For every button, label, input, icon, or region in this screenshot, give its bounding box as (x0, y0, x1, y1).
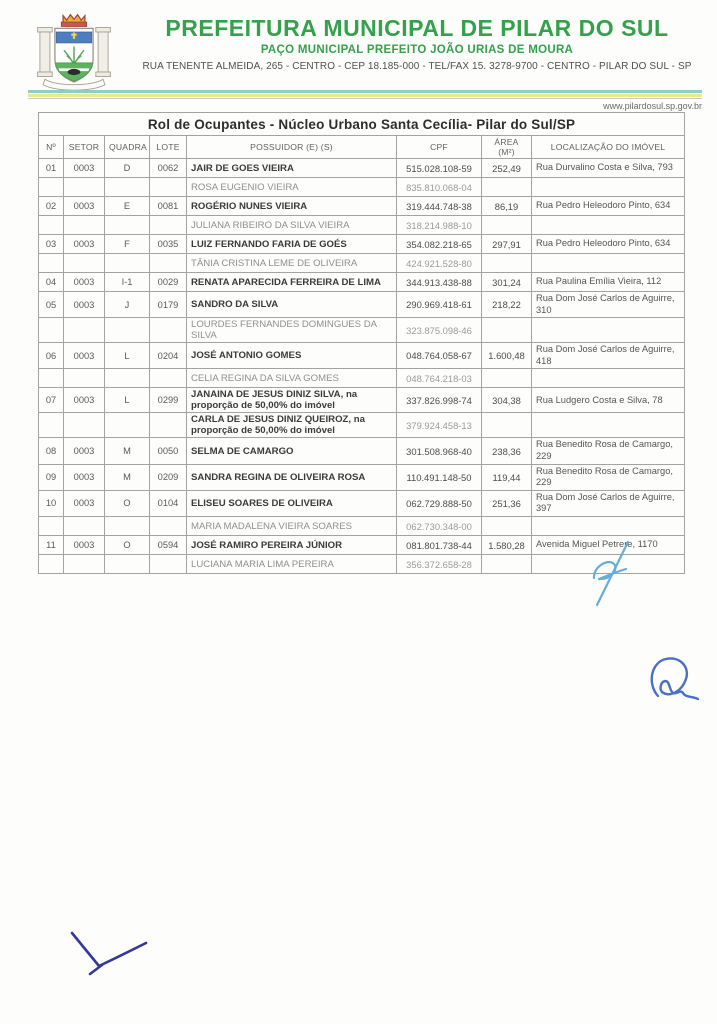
cell-localizacao: Rua Ludgero Costa e Silva, 78 (532, 388, 685, 413)
cell-setor: 0003 (64, 388, 105, 413)
cell-lote (150, 216, 187, 235)
cell-area: 1.600,48 (482, 343, 532, 369)
table-title: Rol de Ocupantes - Núcleo Urbano Santa Cecília- Pilar do Sul/SP (39, 113, 685, 136)
table-row (39, 343, 685, 369)
cell-setor (64, 369, 105, 388)
cell-lote (150, 318, 187, 343)
cell-num: 05 (39, 292, 64, 318)
cell-num (39, 413, 64, 438)
cell-localizacao: Rua Pedro Heleodoro Pinto, 634 (532, 235, 685, 254)
cell-localizacao: Rua Dom José Carlos de Aguirre, 418 (532, 343, 685, 369)
cell-localizacao: Rua Dom José Carlos de Aguirre, 397 (532, 490, 685, 516)
cell-lote (150, 517, 187, 536)
cell-lote: 0594 (150, 536, 187, 555)
cell-area: 297,91 (482, 235, 532, 254)
cell-area: 301,24 (482, 273, 532, 292)
cell-setor: 0003 (64, 438, 105, 464)
cell-quadra (105, 318, 150, 343)
cell-cpf: 318.214.988-10 (397, 216, 482, 235)
cell-lote: 0050 (150, 438, 187, 464)
cell-localizacao (532, 517, 685, 536)
col-header-quadra: QUADRA (105, 136, 150, 159)
cell-area (482, 254, 532, 273)
cell-area (482, 318, 532, 343)
cell-num (39, 555, 64, 574)
cell-cpf: 515.028.108-59 (397, 159, 482, 178)
cell-localizacao (532, 318, 685, 343)
cell-possuidor: TÂNIA CRISTINA LEME DE OLIVEIRA (187, 254, 397, 273)
cell-area (482, 517, 532, 536)
col-header-setor: SETOR (64, 136, 105, 159)
table-row (39, 235, 685, 254)
website-url: www.pilardosul.sp.gov.br (603, 101, 702, 111)
cell-setor: 0003 (64, 292, 105, 318)
table-row (39, 197, 685, 216)
cell-quadra: F (105, 235, 150, 254)
cell-quadra: L (105, 343, 150, 369)
header-rule-teal (28, 90, 702, 93)
cell-localizacao: Rua Paulina Emília Vieira, 112 (532, 273, 685, 292)
cell-quadra (105, 254, 150, 273)
table-row (39, 388, 685, 413)
cell-possuidor: JULIANA RIBEIRO DA SILVA VIEIRA (187, 216, 397, 235)
occupants-table (38, 112, 685, 574)
cell-cpf: 323.875.098-46 (397, 318, 482, 343)
municipality-address: RUA TENENTE ALMEIDA, 265 - CENTRO - CEP 18.185-000 - TEL/FAX 15. 3278-9700 - CENTRO - PILAR DO SUL - SP (142, 61, 692, 73)
cell-num: 04 (39, 273, 64, 292)
cell-area (482, 178, 532, 197)
cell-possuidor: MARIA MADALENA VIEIRA SOARES (187, 517, 397, 536)
cell-possuidor: LUIZ FERNANDO FARIA DE GOÉS (187, 235, 397, 254)
cell-possuidor: CELIA REGINA DA SILVA GOMES (187, 369, 397, 388)
table-row (39, 438, 685, 464)
cell-setor: 0003 (64, 490, 105, 516)
pen-mark-checkmark (50, 924, 150, 980)
cell-localizacao: Rua Benedito Rosa de Camargo, 229 (532, 438, 685, 464)
cell-lote (150, 369, 187, 388)
table-row (39, 555, 685, 574)
cell-possuidor: JAIR DE GOES VIEIRA (187, 159, 397, 178)
cell-possuidor: RENATA APARECIDA FERREIRA DE LIMA (187, 273, 397, 292)
cell-area: 86,19 (482, 197, 532, 216)
cell-num: 03 (39, 235, 64, 254)
cell-area (482, 369, 532, 388)
cell-cpf: 062.729.888-50 (397, 490, 482, 516)
pen-mark-signature-scribble (645, 652, 701, 704)
cell-localizacao: Rua Benedito Rosa de Camargo, 229 (532, 464, 685, 490)
cell-lote: 0299 (150, 388, 187, 413)
cell-localizacao (532, 178, 685, 197)
cell-quadra: L (105, 388, 150, 413)
cell-possuidor: LOURDES FERNANDES DOMINGUES DA SILVA (187, 318, 397, 343)
cell-cpf: 337.826.998-74 (397, 388, 482, 413)
cell-cpf: 835.810.068-04 (397, 178, 482, 197)
table-row (39, 178, 685, 197)
cell-area: 218,22 (482, 292, 532, 318)
cell-area: 304,38 (482, 388, 532, 413)
cell-possuidor: LUCIANA MARIA LIMA PEREIRA (187, 555, 397, 574)
table-row (39, 369, 685, 388)
cell-possuidor: SANDRO DA SILVA (187, 292, 397, 318)
cell-setor (64, 413, 105, 438)
letterhead (28, 8, 704, 97)
cell-setor (64, 254, 105, 273)
cell-quadra (105, 369, 150, 388)
table-row (39, 536, 685, 555)
cell-possuidor: JOSÉ RAMIRO PEREIRA JÚNIOR (187, 536, 397, 555)
cell-localizacao (532, 216, 685, 235)
table-body (39, 159, 685, 574)
cell-setor: 0003 (64, 235, 105, 254)
cell-setor: 0003 (64, 464, 105, 490)
cell-possuidor: ROGÉRIO NUNES VIEIRA (187, 197, 397, 216)
cell-cpf: 319.444.748-38 (397, 197, 482, 216)
table-row (39, 413, 685, 438)
letterhead-text (130, 8, 704, 72)
cell-num: 09 (39, 464, 64, 490)
cell-possuidor: CARLA DE JESUS DINIZ QUEIROZ, na proporção de 50,00% do imóvel (187, 413, 397, 438)
col-header-num: Nº (39, 136, 64, 159)
cell-possuidor: JANAINA DE JESUS DINIZ SILVA, na proporção de 50,00% do imóvel (187, 388, 397, 413)
cell-num (39, 517, 64, 536)
cell-quadra: M (105, 464, 150, 490)
cell-quadra: O (105, 490, 150, 516)
cell-setor: 0003 (64, 197, 105, 216)
cell-setor (64, 517, 105, 536)
cell-area: 119,44 (482, 464, 532, 490)
cell-lote: 0104 (150, 490, 187, 516)
cell-lote (150, 413, 187, 438)
table-row (39, 517, 685, 536)
cell-lote (150, 555, 187, 574)
table-row (39, 318, 685, 343)
cell-num: 07 (39, 388, 64, 413)
cell-num: 08 (39, 438, 64, 464)
cell-area (482, 216, 532, 235)
table-row (39, 292, 685, 318)
col-header-lote: LOTE (150, 136, 187, 159)
table-row (39, 159, 685, 178)
col-header-localizacao: LOCALIZAÇÃO DO IMÓVEL (532, 136, 685, 159)
cell-localizacao: Rua Pedro Heleodoro Pinto, 634 (532, 197, 685, 216)
cell-lote: 0081 (150, 197, 187, 216)
cell-area: 238,36 (482, 438, 532, 464)
col-header-cpf: CPF (397, 136, 482, 159)
cell-quadra: J (105, 292, 150, 318)
table-row (39, 254, 685, 273)
cell-cpf: 110.491.148-50 (397, 464, 482, 490)
cell-num (39, 318, 64, 343)
cell-lote: 0179 (150, 292, 187, 318)
col-header-possuidor: POSSUIDOR (E) (S) (187, 136, 397, 159)
cell-cpf: 048.764.218-03 (397, 369, 482, 388)
cell-cpf: 301.508.968-40 (397, 438, 482, 464)
table-row (39, 216, 685, 235)
cell-cpf: 379.924.458-13 (397, 413, 482, 438)
cell-num (39, 369, 64, 388)
cell-num: 11 (39, 536, 64, 555)
cell-num (39, 216, 64, 235)
cell-setor: 0003 (64, 536, 105, 555)
cell-cpf: 356.372.658-28 (397, 555, 482, 574)
cell-lote: 0029 (150, 273, 187, 292)
cell-localizacao (532, 254, 685, 273)
cell-setor: 0003 (64, 159, 105, 178)
cell-num: 06 (39, 343, 64, 369)
table-row (39, 273, 685, 292)
cell-num: 10 (39, 490, 64, 516)
cell-area (482, 555, 532, 574)
header-rule-yellow (28, 94, 702, 97)
cell-area: 252,49 (482, 159, 532, 178)
coat-of-arms-logo (28, 8, 130, 97)
cell-quadra: O (105, 536, 150, 555)
cell-quadra (105, 413, 150, 438)
table-row (39, 464, 685, 490)
cell-cpf: 048.764.058-67 (397, 343, 482, 369)
cell-quadra: D (105, 159, 150, 178)
cell-lote: 0035 (150, 235, 187, 254)
cell-area: 251,36 (482, 490, 532, 516)
cell-num (39, 178, 64, 197)
cell-localizacao (532, 413, 685, 438)
cell-cpf: 062.730.348-00 (397, 517, 482, 536)
table-header-row (39, 136, 685, 159)
col-header-area: ÁREA (M²) (482, 136, 532, 159)
cell-possuidor: SELMA DE CAMARGO (187, 438, 397, 464)
cell-lote: 0209 (150, 464, 187, 490)
municipality-title: PREFEITURA MUNICIPAL DE PILAR DO SUL (165, 15, 669, 41)
cell-quadra: M (105, 438, 150, 464)
cell-localizacao: Avenida Miguel Petrere, 1170 (532, 536, 685, 555)
cell-localizacao (532, 555, 685, 574)
table-row (39, 490, 685, 516)
cell-lote: 0204 (150, 343, 187, 369)
cell-localizacao (532, 369, 685, 388)
cell-lote (150, 254, 187, 273)
cell-quadra: E (105, 197, 150, 216)
cell-cpf: 344.913.438-88 (397, 273, 482, 292)
cell-setor (64, 216, 105, 235)
cell-num (39, 254, 64, 273)
cell-cpf: 354.082.218-65 (397, 235, 482, 254)
cell-quadra: I-1 (105, 273, 150, 292)
cell-possuidor: ELISEU SOARES DE OLIVEIRA (187, 490, 397, 516)
cell-cpf: 424.921.528-80 (397, 254, 482, 273)
cell-setor: 0003 (64, 343, 105, 369)
cell-num: 01 (39, 159, 64, 178)
cell-setor (64, 178, 105, 197)
cell-lote: 0062 (150, 159, 187, 178)
cell-quadra (105, 178, 150, 197)
cell-cpf: 290.969.418-61 (397, 292, 482, 318)
table-title-row (39, 113, 685, 136)
coat-of-arms-icon (28, 12, 120, 92)
cell-possuidor: JOSÉ ANTONIO GOMES (187, 343, 397, 369)
cell-setor (64, 555, 105, 574)
cell-possuidor: SANDRA REGINA DE OLIVEIRA ROSA (187, 464, 397, 490)
cell-area: 1.580,28 (482, 536, 532, 555)
cell-possuidor: ROSA EUGENIO VIEIRA (187, 178, 397, 197)
cell-quadra (105, 517, 150, 536)
cell-quadra (105, 216, 150, 235)
cell-lote (150, 178, 187, 197)
cell-localizacao: Rua Dom José Carlos de Aguirre, 310 (532, 292, 685, 318)
cell-area (482, 413, 532, 438)
cell-num: 02 (39, 197, 64, 216)
cell-quadra (105, 555, 150, 574)
header-rule-hairline (28, 98, 702, 99)
cell-cpf: 081.801.738-44 (397, 536, 482, 555)
cell-setor (64, 318, 105, 343)
municipality-subtitle: PAÇO MUNICIPAL PREFEITO JOÃO URIAS DE MOURA (260, 44, 574, 57)
cell-localizacao: Rua Durvalino Costa e Silva, 793 (532, 159, 685, 178)
cell-setor: 0003 (64, 273, 105, 292)
